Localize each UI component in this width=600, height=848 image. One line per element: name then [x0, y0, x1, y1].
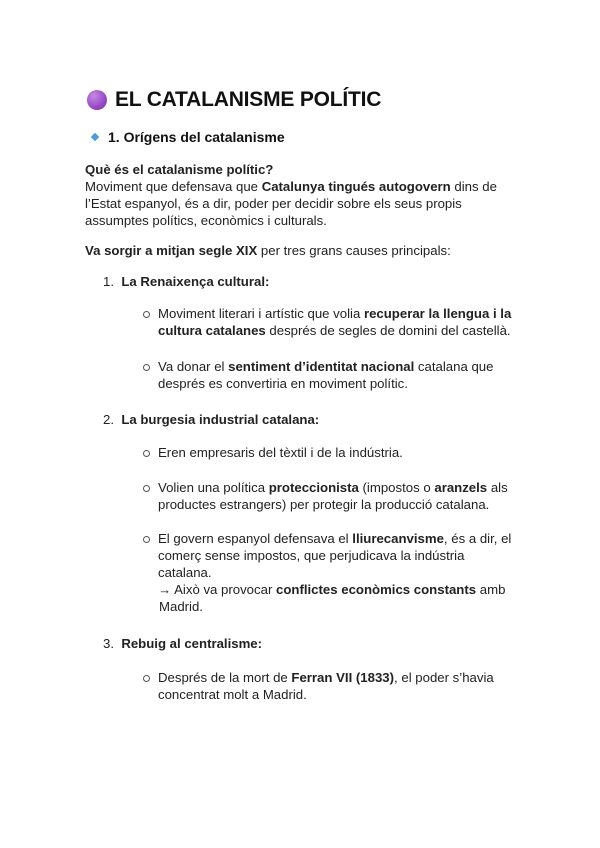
intro-bold: Va sorgir a mitjan segle XIX	[85, 243, 258, 258]
item-number: 3.	[103, 636, 114, 651]
intro-text: per tres grans causes principals:	[257, 243, 451, 258]
intro-paragraph	[85, 242, 525, 259]
cause-title: Rebuig al centralisme:	[121, 636, 263, 651]
section-heading-text: 1. Orígens del catalanisme	[108, 129, 285, 145]
question-heading: Què és el catalanisme polític?	[85, 162, 274, 177]
bullet-circle-icon	[143, 364, 150, 371]
bullet-text: Madrid.	[159, 599, 203, 614]
bullet-bold: aranzels	[434, 480, 488, 495]
bullet-bold: proteccionista	[268, 480, 359, 495]
bullet-text: , el poder s’havia	[394, 670, 494, 685]
definition-text: dins de	[450, 179, 497, 194]
definition-text: Moviment que defensava que	[85, 179, 262, 194]
bullet-bold: recuperar la llengua i la	[363, 306, 512, 321]
section-heading	[90, 129, 285, 145]
purple-circle-icon	[87, 90, 107, 110]
bullet-text: , és a dir, el	[443, 531, 512, 546]
cause-title: La Renaixença cultural:	[121, 274, 270, 289]
definition-bold: Catalunya tingués autogovern	[261, 179, 451, 194]
bullet-bold: sentiment d’identitat nacional	[228, 359, 415, 374]
title-text: EL CATALANISME POLÍTIC	[115, 88, 382, 111]
bullet-bold: cultura catalanes	[158, 323, 266, 338]
bullet-text: catalana que	[414, 359, 494, 374]
bullet-text: després de segles de domini del castellà.	[265, 323, 511, 338]
item-number: 2.	[103, 412, 114, 427]
list-item-number	[103, 273, 269, 290]
bullet-text: Volien una política	[158, 480, 269, 495]
list-item-number	[103, 635, 262, 652]
definition-line-3: assumptes polítics, econòmics i culturals.	[85, 213, 327, 228]
bullet-text: als	[487, 480, 508, 495]
bullet-text: comerç sense impostos, que perjudicava la indústria	[158, 548, 465, 563]
bullet-text: amb	[476, 582, 506, 597]
bullet-circle-icon	[143, 536, 150, 543]
bullet-text: després es convertiria en moviment polític.	[158, 376, 408, 391]
bullet-text: productes estrangers) per protegir la producció catalana.	[158, 497, 490, 512]
bullet-text: concentrat molt a Madrid.	[158, 687, 307, 702]
page-title	[87, 88, 381, 112]
cause-title: La burgesia industrial catalana:	[121, 412, 320, 427]
bullet-text: (impostos o	[358, 480, 435, 495]
item-number: 1.	[103, 274, 114, 289]
bullet-bold: Ferran VII (1833)	[291, 670, 395, 685]
bullet-text: Va donar el	[158, 359, 229, 374]
bullet-bold: lliurecanvisme	[352, 531, 444, 546]
list-item	[158, 305, 528, 339]
bullet-circle-icon	[143, 675, 150, 682]
list-item	[158, 669, 528, 703]
bullet-text: Després de la mort de	[158, 670, 292, 685]
list-item	[158, 530, 528, 615]
list-item	[158, 358, 528, 392]
bullet-circle-icon	[143, 450, 150, 457]
bullet-circle-icon	[143, 311, 150, 318]
small-blue-diamond-icon	[91, 133, 99, 141]
bullet-text: Moviment literari i artístic que volia	[158, 306, 364, 321]
bullet-text: → Això va provocar	[158, 582, 277, 597]
list-item-number	[103, 411, 319, 428]
definition-line-2: l’Estat espanyol, és a dir, poder per decidir sobre els seus propis	[85, 196, 462, 211]
bullet-text: catalana.	[158, 565, 212, 580]
list-item	[158, 444, 528, 461]
bullet-circle-icon	[143, 485, 150, 492]
list-item	[158, 479, 528, 513]
definition-line-1	[85, 178, 525, 195]
bullet-bold: conflictes econòmics constants	[276, 582, 477, 597]
bullet-text: Eren empresaris del tèxtil i de la indústria.	[158, 445, 403, 460]
definition-paragraph	[85, 178, 525, 229]
bullet-text: El govern espanyol defensava el	[158, 531, 353, 546]
